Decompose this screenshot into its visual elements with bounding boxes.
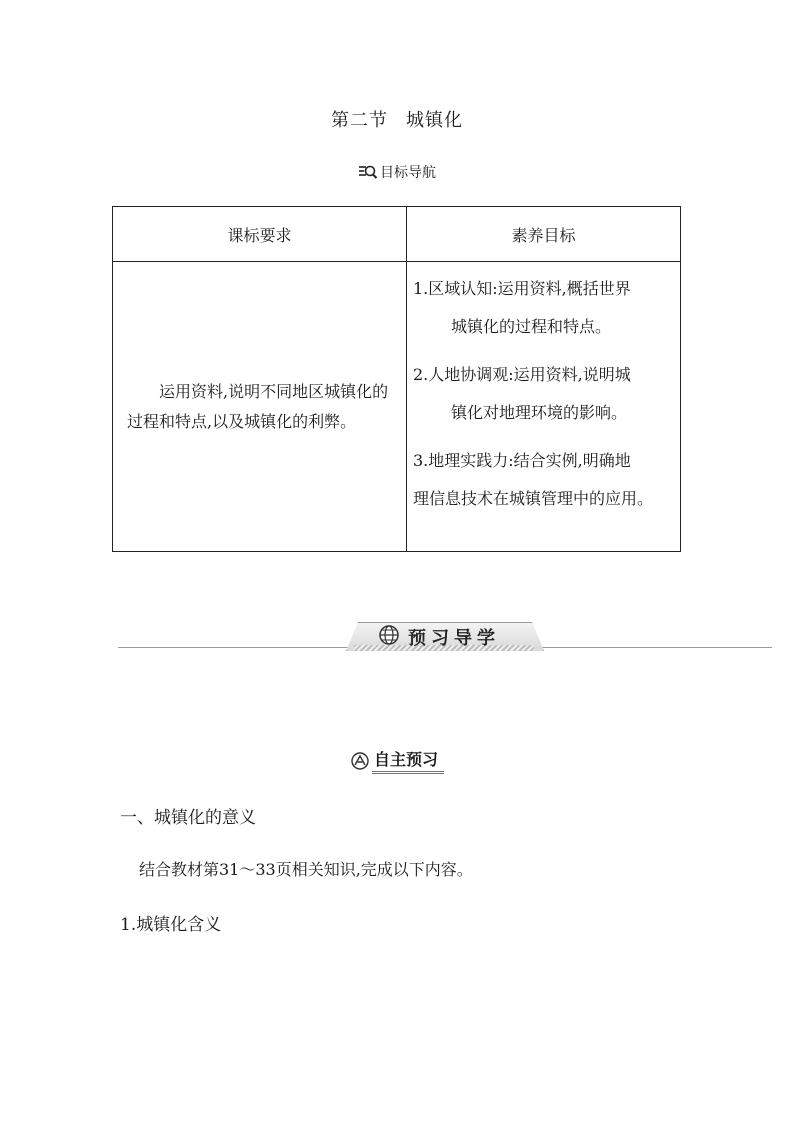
- section-number: 第二节: [331, 110, 388, 131]
- objective-number: 2.: [413, 365, 429, 384]
- instruction-paragraph: 结合教材第31～33页相关知识,完成以下内容。: [139, 860, 473, 879]
- objective-text-cont: 镇化对地理环境的影响。: [451, 403, 628, 422]
- requirements-text: 运用资料,说明不同地区城镇化的过程和特点,以及城镇化的利弊。: [127, 381, 389, 431]
- objective-number: 1.: [413, 279, 429, 298]
- objective-number: 3.: [413, 451, 429, 470]
- banner-label: 预习导学: [408, 628, 500, 649]
- objective-item: [413, 270, 678, 346]
- nav-heading-text: 目标导航: [380, 165, 436, 181]
- goal-navigation-heading: [0, 162, 794, 182]
- sub-heading-text: 自主预习: [372, 747, 444, 774]
- objective-item: [413, 356, 678, 432]
- section-heading: 一、城镇化的意义: [120, 808, 256, 828]
- goals-cell: [407, 262, 681, 552]
- header-requirements: 课标要求: [113, 207, 407, 262]
- objective-text: 区域认知:运用资料,概括世界: [428, 279, 631, 298]
- objective-text: 地理实践力:结合实例,明确地: [428, 451, 631, 470]
- header-goals: 素养目标: [407, 207, 681, 262]
- self-study-icon: [350, 751, 372, 771]
- self-preview-heading: [0, 747, 794, 774]
- globe-icon: [378, 624, 400, 646]
- preview-banner: [118, 620, 772, 654]
- objective-text-cont: 理信息技术在城镇管理中的应用。: [413, 489, 654, 508]
- objective-text: 人地协调观:运用资料,说明城: [428, 365, 631, 384]
- page-title: [0, 106, 794, 132]
- subsection-heading: 1.城镇化含义: [120, 915, 222, 935]
- table-header-row: [113, 207, 681, 262]
- requirements-cell: [113, 262, 407, 552]
- curriculum-table: [112, 206, 681, 552]
- section-name: 城镇化: [406, 110, 463, 131]
- objective-text-cont: 城镇化的过程和特点。: [451, 317, 612, 336]
- magnifier-list-icon: [358, 164, 378, 180]
- objective-item: [413, 442, 678, 518]
- table-row: [113, 262, 681, 552]
